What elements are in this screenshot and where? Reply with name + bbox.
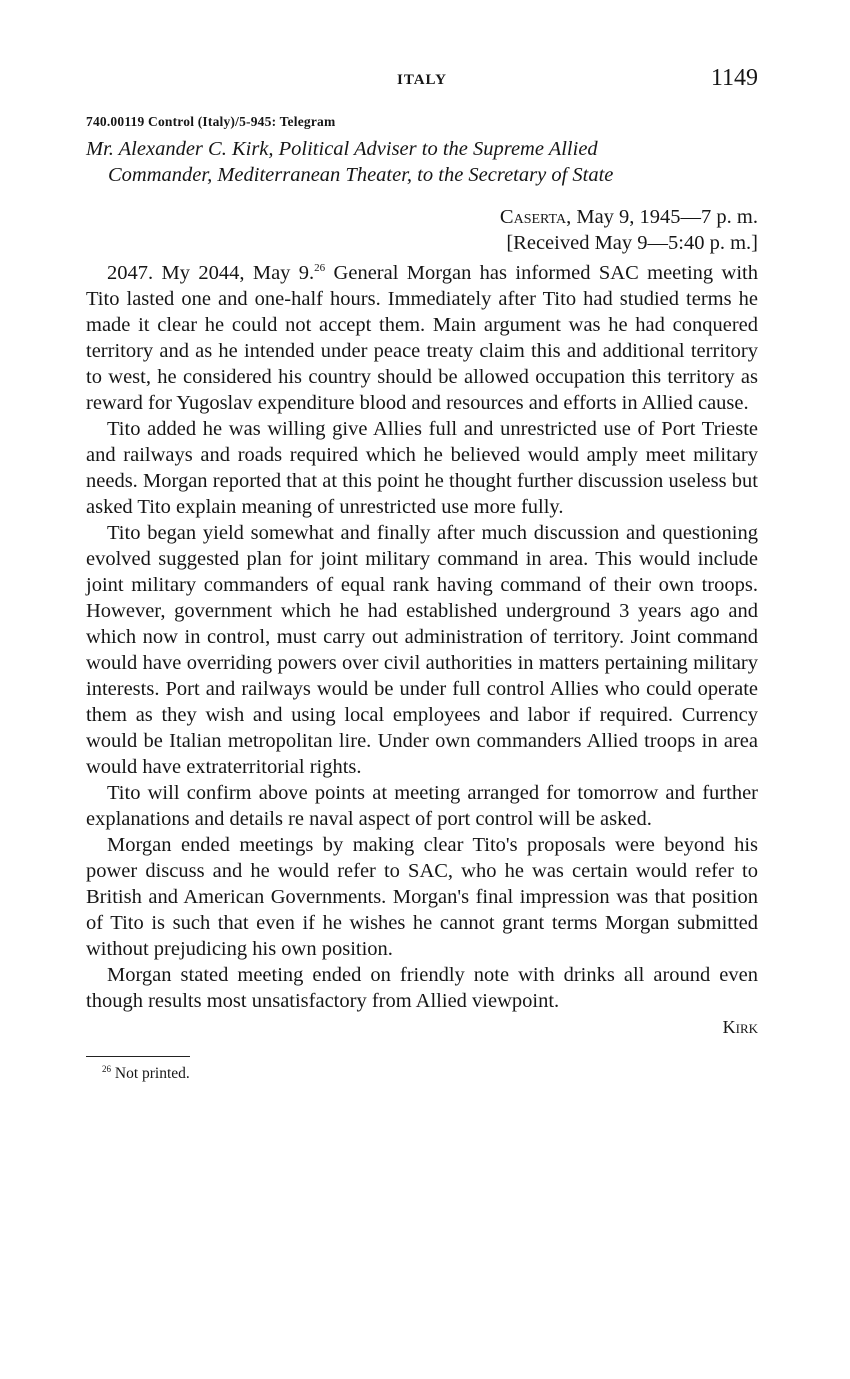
telegram-body: [86, 260, 758, 1014]
heading-line-2: Commander, Mediterranean Theater, to the Secretary of State: [108, 164, 614, 186]
document-heading: [86, 136, 758, 188]
page-number: 1149: [710, 65, 758, 91]
footnote-rule: [86, 1056, 190, 1057]
paragraph-2: Tito added he was willing give Allies full and unrestricted use of Port Trieste and railways and roads required which he believed would amply meet military needs. Morgan reported that at this point he thought further discussion useless but asked Tito explain meaning of unrestricted use more fully.: [86, 418, 758, 518]
signature-name: Kirk: [722, 1017, 758, 1037]
dateline-place: Caserta: [499, 206, 567, 228]
paragraph-3: Tito began yield somewhat and finally after much discussion and questioning evolved suggested plan for joint military command in area. This would include joint military commanders of equal rank having command of their own troops. However, government which he had established underground 3 years ago and which now in control, must carry out administration of territory. Joint command would have overriding powers over civil authorities in matters pertaining military interests. Port and railways would be under full control Allies who could operate them as they wish and using local employees and labor if required. Currency would be Italian metropolitan lire. Under own commanders Allied troops in area would have extraterritorial rights.: [86, 522, 758, 778]
footnote-text: Not printed.: [114, 1065, 190, 1082]
paragraph-5: Morgan ended meetings by making clear Tito's proposals were beyond his power discuss and he would refer to SAC, who he was certain would refer to British and American Governments. Morgan's final impression was that position of Tito is such that even if he wishes he cannot grant terms Morgan submitted without prejudicing his own position.: [86, 834, 758, 960]
received-line: [Received May 9—5:40 p. m.]: [506, 232, 758, 254]
heading-line-1: Mr. Alexander C. Kirk, Political Adviser to the Supreme Allied: [86, 138, 598, 160]
footnote-reference: 26: [314, 262, 326, 274]
signature: [86, 1014, 758, 1040]
paragraph-1-text: General Morgan has informed SAC meeting with Tito lasted one and one-half hours. Immediately after Tito had studied terms he made it clear he could not accept them. Main argument was he had conquered territory and as he intended under peace treaty claim this and additional territory to west, he considered his country should be allowed occupation this territory as reward for Yugoslav expenditure blood and resources and efforts in Allied cause.: [86, 262, 758, 414]
footnote-marker: 26: [102, 1064, 111, 1074]
dateline-date: , May 9, 1945—7 p. m.: [566, 206, 758, 228]
footnote: [86, 1065, 758, 1083]
sent-line: [86, 204, 758, 230]
paragraph-1-lead: 2047. My 2044, May 9.: [107, 262, 315, 284]
paragraph-1: [86, 260, 758, 416]
page-content: [86, 62, 758, 1083]
dateline: [86, 204, 758, 256]
file-reference: 740.00119 Control (Italy)/5-945: Telegram: [86, 114, 336, 129]
paragraph-6: Morgan stated meeting ended on friendly note with drinks all around even though results most unsatisfactory from Allied viewpoint.: [86, 964, 758, 1012]
paragraph-4: Tito will confirm above points at meeting arranged for tomorrow and further explanations and details re naval aspect of port control will be asked.: [86, 782, 758, 830]
running-title: ITALY: [396, 72, 448, 88]
running-header: [86, 62, 758, 96]
